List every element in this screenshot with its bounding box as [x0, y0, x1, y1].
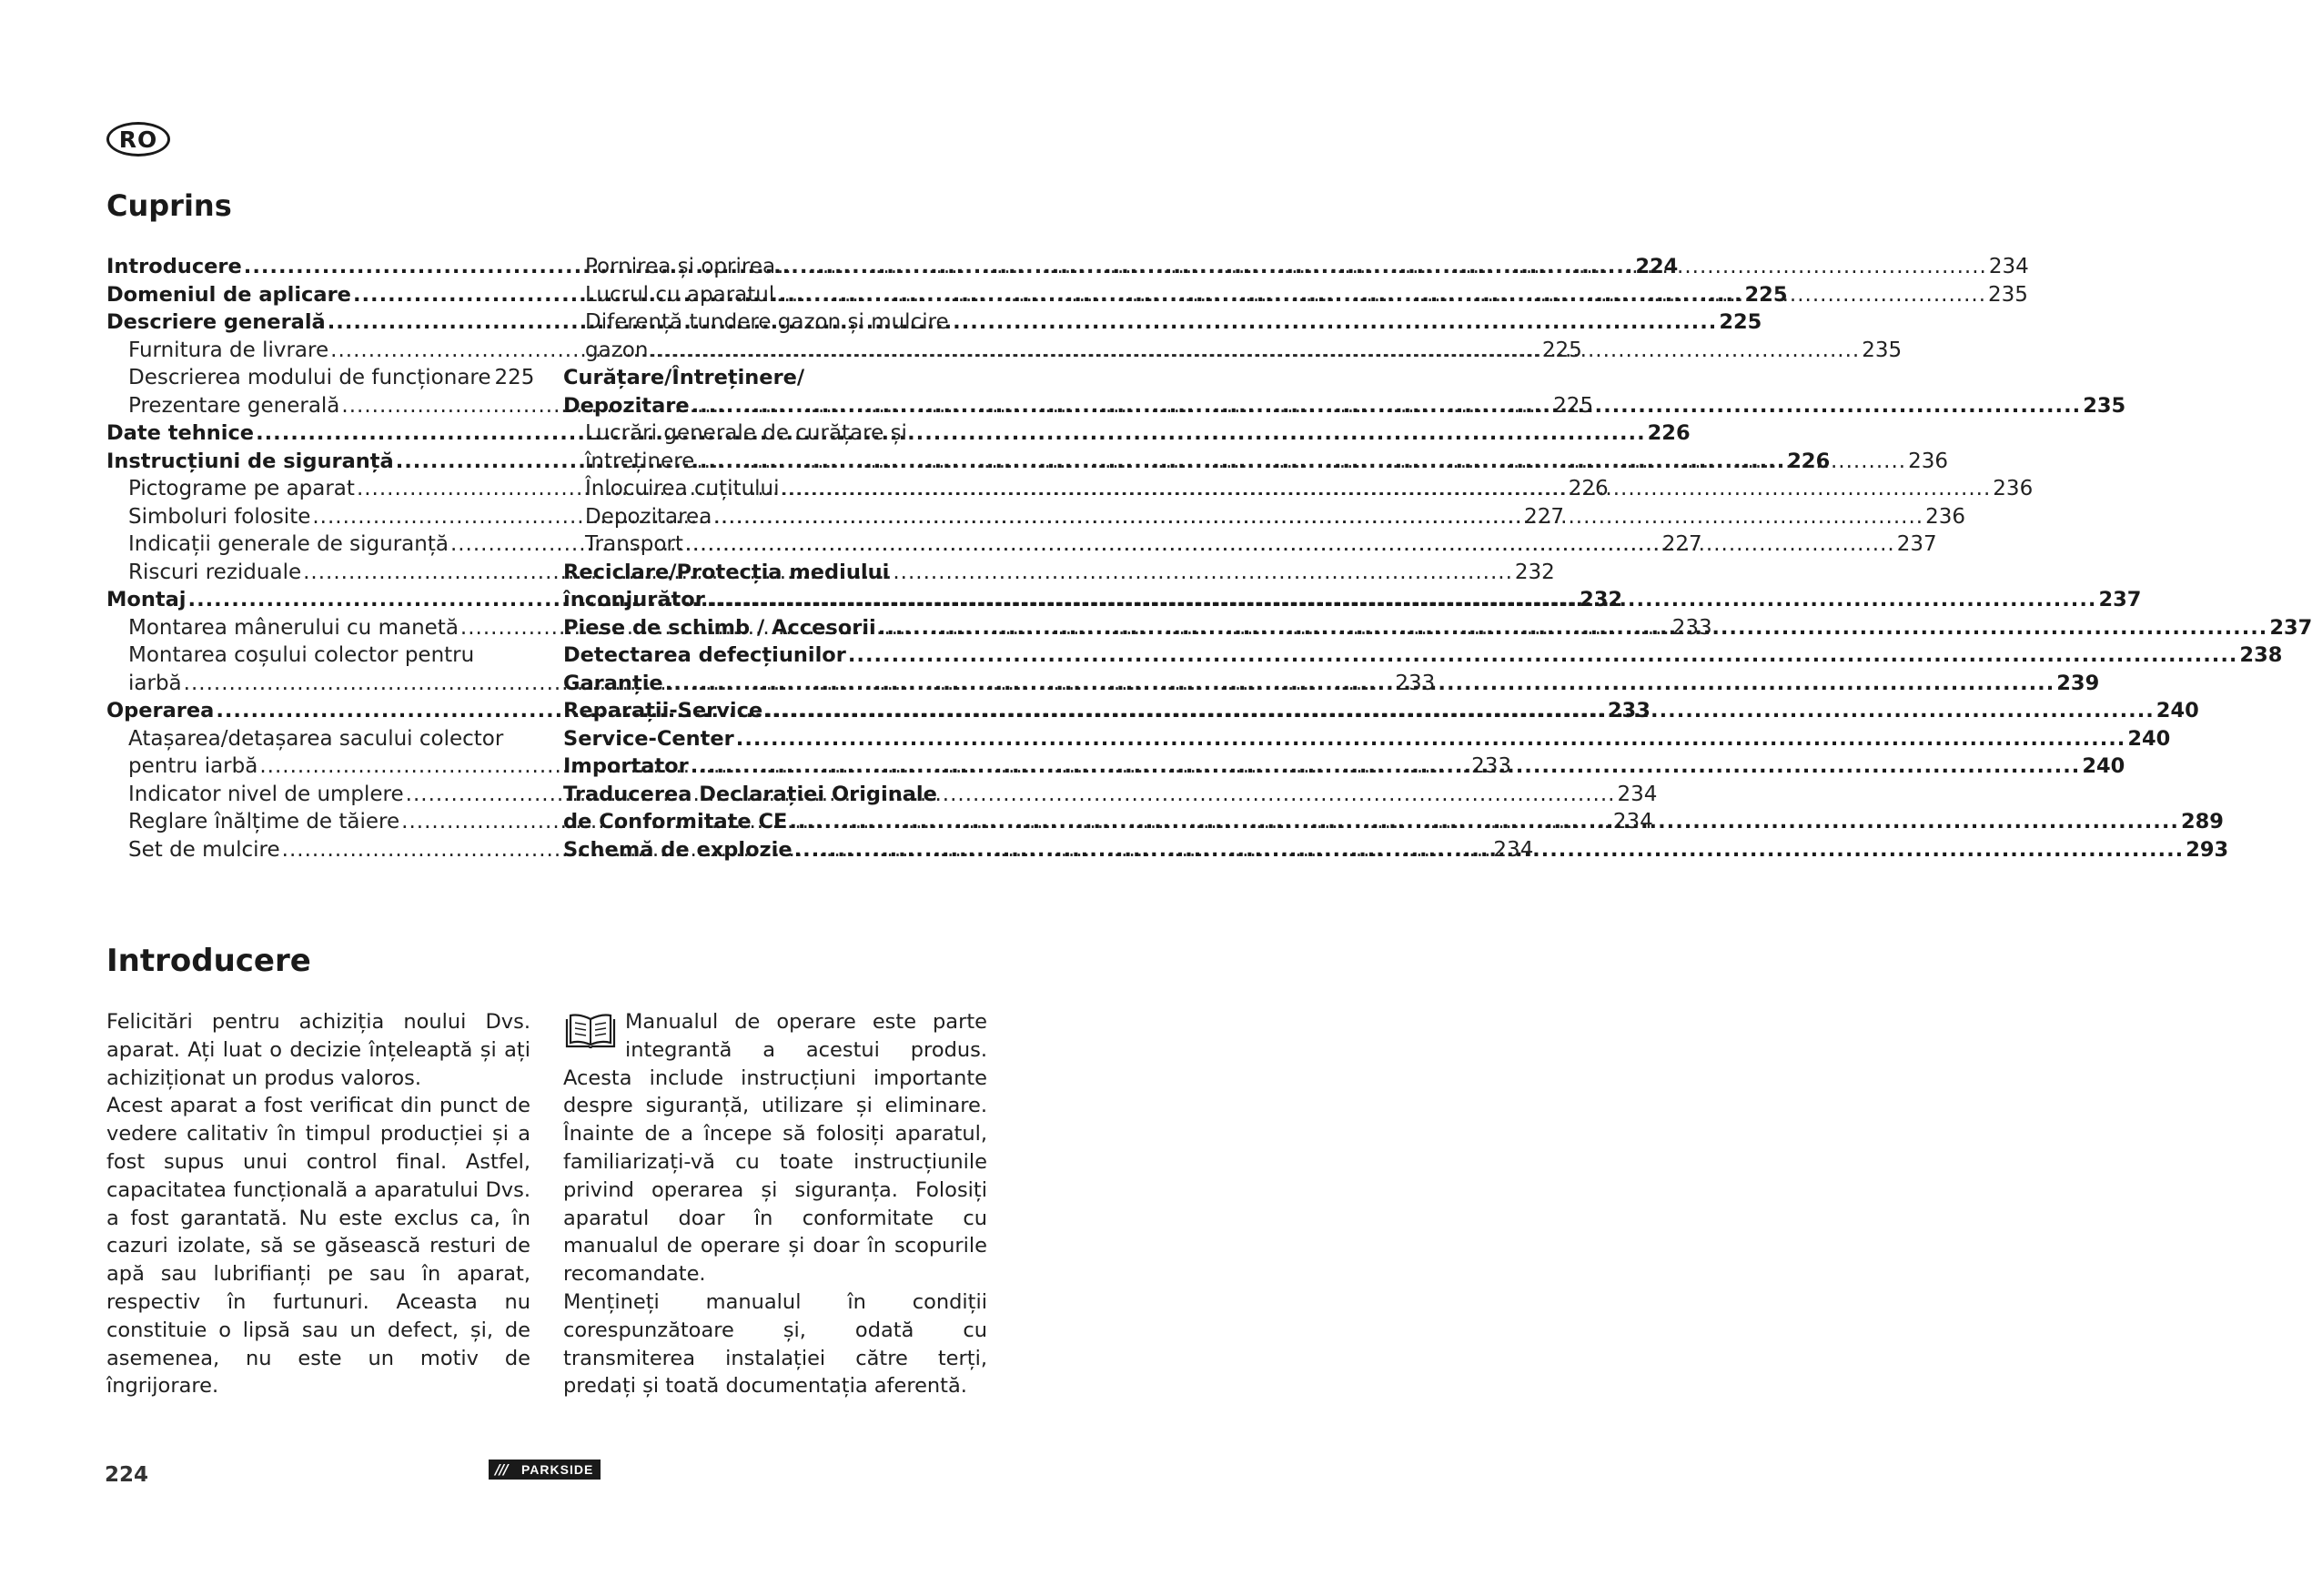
toc-entry-page: 234 [1612, 810, 1653, 833]
toc-entry-page: 226 [1568, 477, 1609, 500]
toc-entry-page: 226 [1787, 449, 1831, 473]
toc-leader-dots [665, 670, 2055, 698]
toc-entry-page: 227 [1524, 504, 1565, 529]
toc-entry-label: Riscuri reziduale [128, 560, 302, 584]
toc-entry-label: Piese de schimb / Accesorii [563, 615, 876, 640]
toc-entry-label: Diferență tundere gazon și mulcire [585, 310, 949, 334]
toc-entry-page: 236 [1925, 504, 1965, 529]
toc-entry-page: 234 [1617, 782, 1658, 806]
toc-entry-label: Furnitura de livrare [128, 338, 329, 362]
toc-entry-page: 226 [1647, 421, 1691, 445]
toc-entry-label: Set de mulcire [128, 837, 280, 862]
toc-leader-dots [736, 725, 2126, 753]
toc-entry-page: 234 [1493, 837, 1534, 862]
toc-entry-label: Simboluri folosite [128, 504, 311, 529]
toc-entry-page: 225 [494, 366, 535, 389]
toc-entry-page: 232 [1580, 588, 1623, 611]
toc-entry-page: 240 [2156, 699, 2199, 722]
toc-leader-dots [789, 808, 2179, 836]
toc-entry-page: 225 [1541, 338, 1582, 362]
toc-entry-label: Depozitare [563, 393, 690, 418]
toc-entry-label: Indicații generale de siguranță [128, 532, 449, 556]
toc-entry [106, 364, 535, 392]
toc-entry-label: Reglare înălțime de tăiere [128, 810, 400, 833]
toc-entry-label: Depozitarea [585, 504, 712, 529]
toc-entry-label: Descrierea modului de funcționare [128, 366, 491, 389]
toc-entry-page: 233 [1395, 671, 1436, 695]
toc-entry-page: 236 [1993, 477, 2034, 500]
book-icon [563, 1012, 618, 1052]
intro-paragraph: Acest aparat a fost verificat din punct de vedere calitativ în timpul producției și a fost supus unui control final. Astfel, capacitatea funcțională a aparatului Dvs. a fost garantată. Nu este exclus ca, în cazuri izolate, să se găsească resturi de apă sau lubrifianți pe sau în aparat, respectiv în furtunuri. Aceasta nu constituie o lipsă sau un defect, și, de asemenea, nu este un motiv de îngrijorare. [106, 1094, 530, 1399]
toc-entry-page: 232 [1514, 560, 1555, 584]
toc-entry-label: iarbă [128, 671, 182, 695]
toc-entry-page: 235 [1862, 338, 1903, 362]
toc-entry-label: înconjurător [563, 588, 705, 611]
toc-entry-page: 233 [1471, 754, 1511, 778]
toc-entry-page: 224 [1635, 255, 1679, 278]
toc-leader-dots [685, 530, 1895, 559]
toc-entry [563, 559, 987, 587]
toc-entry-label: Garanție [563, 671, 663, 695]
toc-entry-label: pentru iarbă [128, 754, 258, 778]
toc-entry-label: Operarea [106, 699, 215, 722]
intro-paragraph: Manualul de operare este parte integrantă a acestui produs. Acesta include instrucțiuni importante despre siguranță, utilizare și eliminare. Înainte de a începe să folosiți aparatul, familiarizați-vă cu toate instrucțiunile privind operarea și siguranța. Folosiți aparatul doar în conformitate cu manualul de operare și doar în scopurile recomandate. [563, 1010, 987, 1287]
toc-entry-label: Introducere [106, 255, 242, 278]
toc-leader-dots [696, 448, 1906, 476]
toc-entry-page: 238 [2239, 643, 2283, 667]
toc-entry-label: Lucrări generale de curățare și [585, 421, 907, 445]
toc-entry-label: Indicator nivel de umplere [128, 782, 404, 806]
toc-entry-label: gazon [585, 338, 649, 362]
toc-entry-label: Detectarea defecțiunilor [563, 643, 846, 667]
toc-entry-label: Montarea mânerului cu manetă [128, 615, 459, 640]
toc-entry-label: Curățare/Întreținere/ [563, 366, 805, 389]
toc-entry-page: 225 [1553, 393, 1594, 418]
toc-entry [563, 641, 2283, 670]
toc-entry-page: 237 [2269, 615, 2312, 640]
toc-leader-dots [692, 392, 2082, 420]
toc-leader-dots [713, 503, 1923, 531]
toc-entry-label: Schemă de explozie [563, 837, 793, 862]
toc-entry-page: 237 [1896, 532, 1937, 556]
toc-entry-label: Montarea coșului colector pentru [128, 643, 475, 667]
toc-entry-label: Date tehnice [106, 421, 255, 445]
toc-entry [563, 781, 987, 809]
toc-leader-dots [848, 641, 2238, 670]
intro-paragraph: Felicitări pentru achiziția noului Dvs. aparat. Ați luat o decizie înțeleaptă și ați achiziționat un produs valoros. [106, 1010, 530, 1090]
toc-leader-dots [777, 253, 1987, 281]
toc-entry-label: Reciclare/Protecția mediului [563, 560, 890, 584]
toc-entry-page: 237 [2098, 588, 2142, 611]
toc-leader-dots [707, 586, 2097, 614]
toc-leader-dots [764, 697, 2155, 725]
toc-entry-label: întreținere [585, 449, 695, 473]
toc-entry-label: Importator [563, 754, 689, 778]
toc-entry-page: 293 [2186, 837, 2229, 862]
toc-entry-page: 225 [1719, 310, 1762, 334]
toc-entry [563, 725, 2171, 753]
toc-entry-page: 235 [2083, 393, 2126, 418]
toc-leader-dots [776, 281, 1986, 309]
toc-entry [563, 419, 987, 448]
language-badge: RO [106, 122, 170, 157]
intro-right-column [563, 1008, 987, 1400]
toc-leader-dots [782, 475, 1992, 503]
toc-entry-label: Descriere generală [106, 310, 326, 334]
toc-entry-label: Lucrul cu aparatul [585, 282, 775, 307]
toc-entry-label: Instrucțiuni de siguranță [106, 449, 394, 473]
toc-entry-label: Atașarea/detașarea sacului colector [128, 726, 504, 751]
toc-entry-page: 240 [2082, 754, 2125, 778]
toc-entry-label: Prezentare generală [128, 393, 340, 418]
toc-title: Cuprins [106, 188, 232, 223]
toc-entry-page: 234 [1988, 255, 2029, 278]
toc-entry-label: Pictograme pe aparat [128, 477, 355, 500]
toc-entry-label: Reparații-Service [563, 699, 763, 722]
toc-entry-page: 289 [2180, 810, 2224, 833]
toc-leader-dots [328, 308, 1718, 337]
intro-paragraph: Mențineți manualul în condiții corespunzătoare și, odată cu transmiterea instalației către terți, predați și toată documentația aferentă. [563, 1289, 987, 1399]
toc-entry-label: Traducerea Declarației Originale [563, 782, 937, 806]
brand-logo [489, 1460, 601, 1480]
page-number: 224 [105, 1463, 149, 1487]
intro-left-column [106, 1008, 530, 1400]
toc-entry-label: Montaj [106, 588, 187, 611]
toc-entry-label: Pornirea și oprirea [585, 255, 776, 278]
toc-entry-label: Transport [585, 532, 683, 556]
toc-entry [106, 641, 530, 670]
toc-leader-dots [878, 614, 2268, 642]
toc-entry-label: Înlocuirea cuțitului [585, 477, 780, 500]
toc-entry [563, 308, 987, 337]
toc-entry-label: Service-Center [563, 726, 734, 751]
toc-entry [563, 364, 987, 392]
toc-entry-label: de Conformitate CE [563, 810, 788, 833]
toc-entry-page: 240 [2127, 726, 2171, 751]
toc-entry-page: 239 [2056, 671, 2100, 695]
toc-leader-dots [794, 836, 2185, 864]
toc-entry-page: 227 [1661, 532, 1702, 556]
brand-name: PARKSIDE [521, 1462, 594, 1477]
toc-entry-label: Domeniul de aplicare [106, 282, 351, 307]
toc-leader-dots [691, 753, 2081, 781]
toc-entry [106, 725, 530, 753]
intro-title: Introducere [106, 943, 311, 979]
toc-entry-page: 233 [1607, 699, 1651, 722]
toc-entry-page: 235 [1988, 282, 2028, 307]
toc-entry-page: 236 [1908, 449, 1948, 473]
toc-entry-page: 225 [1744, 282, 1788, 307]
toc-leader-dots [650, 337, 1860, 365]
toc-entry-page: 233 [1671, 615, 1712, 640]
brand-slashes: /// [495, 1461, 508, 1478]
